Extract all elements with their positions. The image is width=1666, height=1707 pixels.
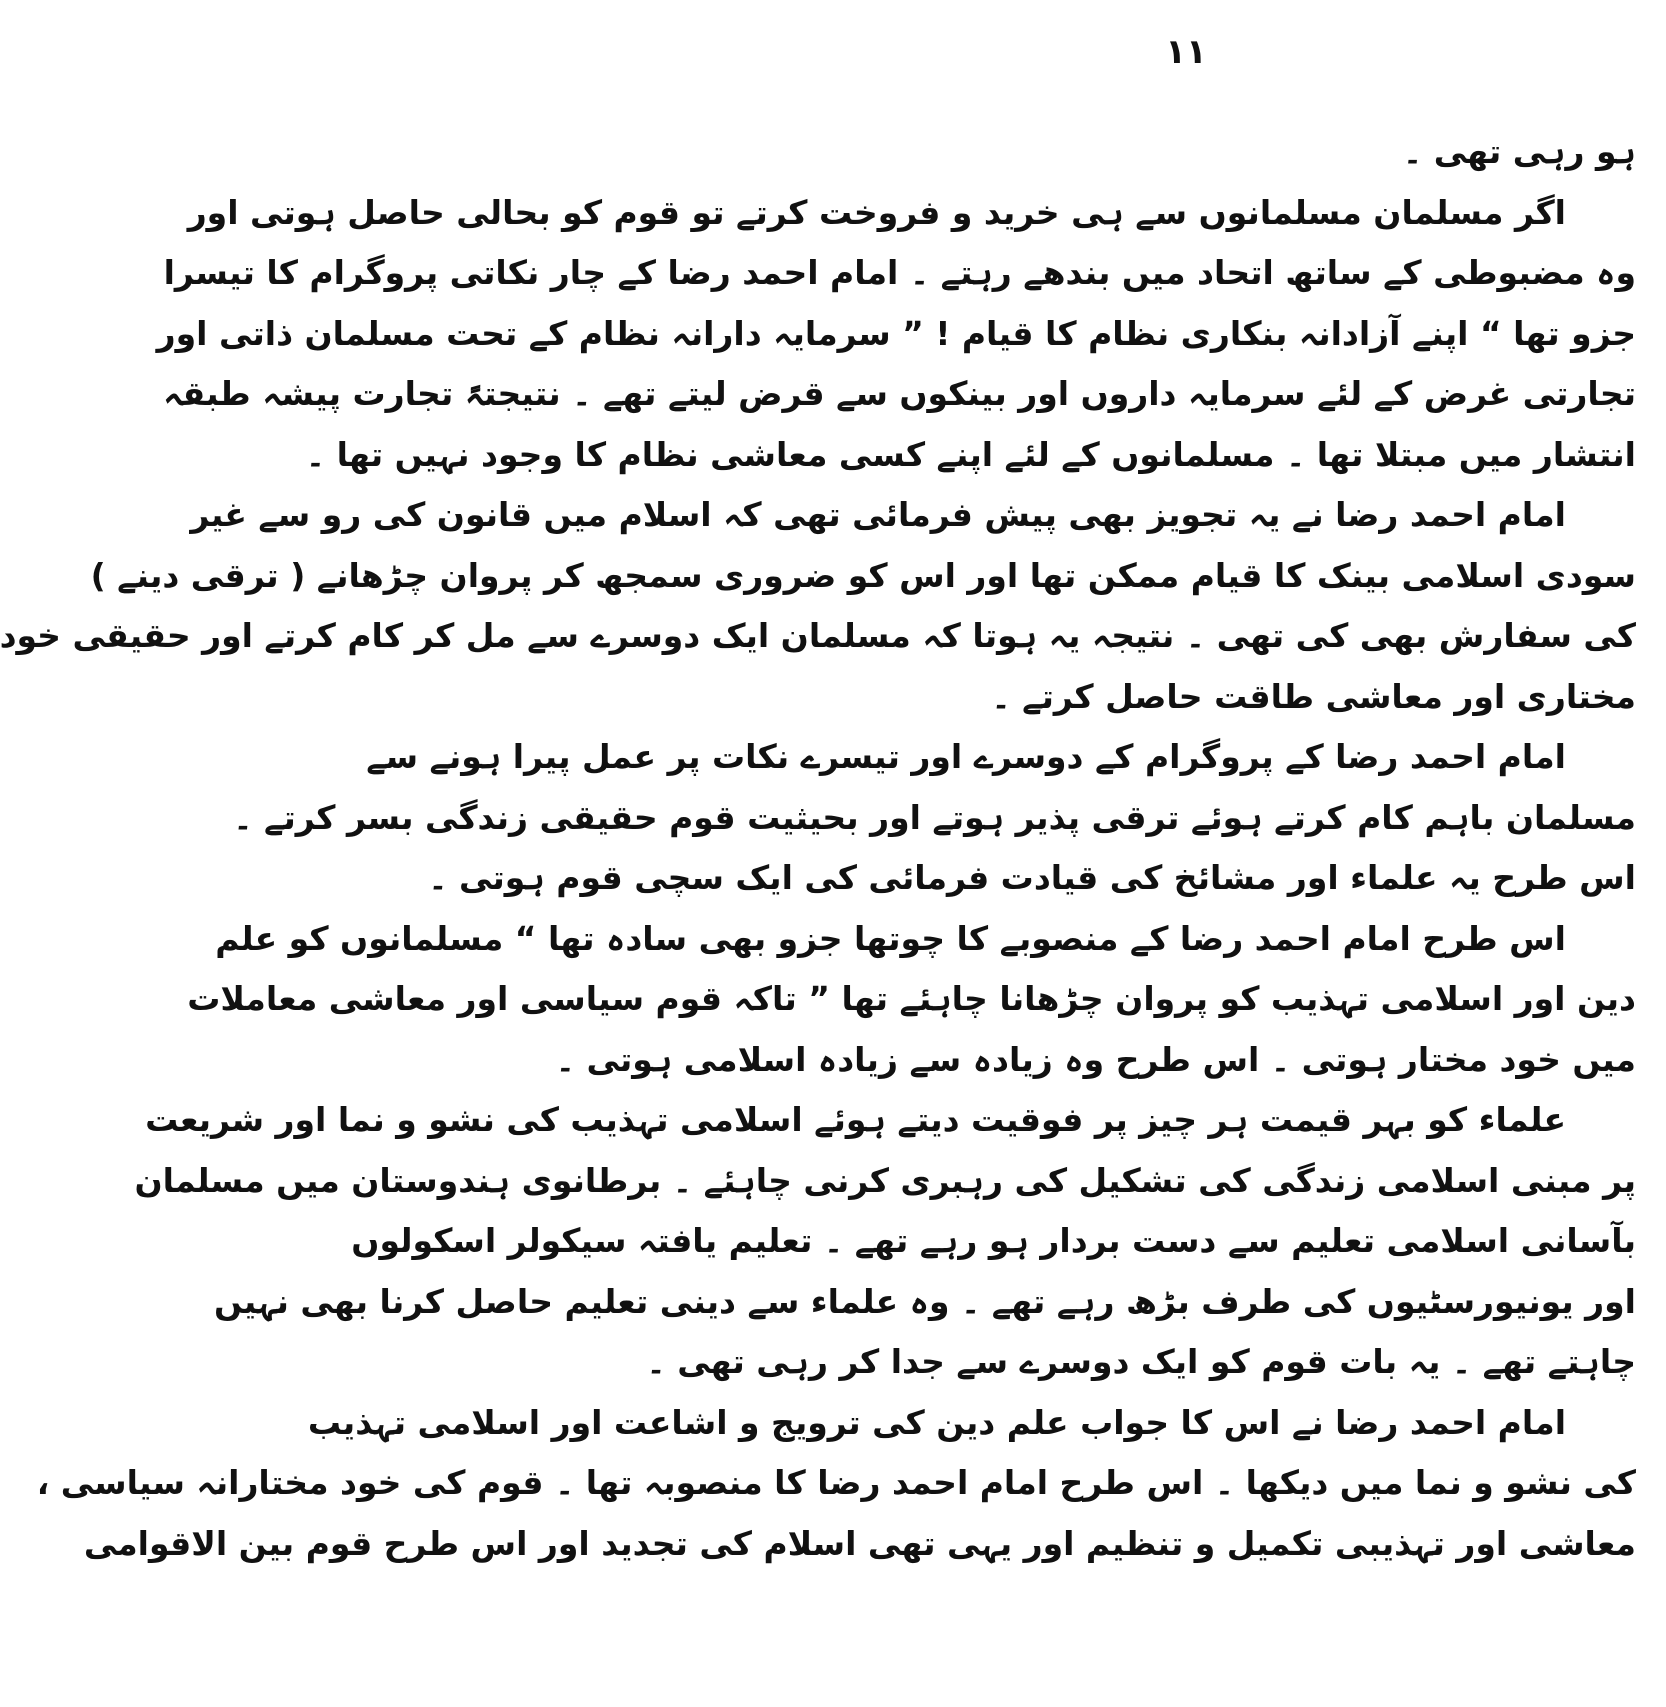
- text-line-19: بآسانی اسلامی تعلیم سے دست بردار ہو رہے تھے ۔ تعلیم یافتہ سیکولر اسکولوں: [351, 1221, 1636, 1260]
- text-line-22: امام احمد رضا نے اس کا جواب علم دین کی ترویج و اشاعت اور اسلامی تہذیب: [307, 1402, 1566, 1442]
- text-line-23: کی نشو و نما میں دیکھا ۔ اس طرح امام احمد رضا کا منصوبہ تھا ۔ قوم کی خود مختارانہ سیاسی ،: [36, 1463, 1636, 1502]
- text-line-4: جزو تھا “ اپنے آزادانہ بنکاری نظام کا قیام ! ” سرمایہ دارانہ نظام کے تحت مسلمان ذاتی اور: [156, 313, 1636, 353]
- text-line-9: کی سفارش بھی کی تھی ۔ نتیجہ یہ ہوتا کہ مسلمان ایک دوسرے سے مل کر کام کرتے اور حقیقی خود: [0, 616, 1636, 655]
- text-line-6: انتشار میں مبتلا تھا ۔ مسلمانوں کے لئے اپنے کسی معاشی نظام کا وجود نہیں تھا ۔: [305, 434, 1636, 474]
- body-text: [0, 122, 1636, 1574]
- page-number: ١١: [1165, 32, 1207, 72]
- text-line-21: چاہتے تھے ۔ یہ بات قوم کو ایک دوسرے سے جدا کر رہی تھی ۔: [646, 1342, 1636, 1381]
- text-line-3: وہ مضبوطی کے ساتھ اتحاد میں بندھے رہتے ۔ امام احمد رضا کے چار نکاتی پروگرام کا تیسرا: [163, 253, 1636, 292]
- text-line-10: مختاری اور معاشی طاقت حاصل کرتے ۔: [991, 676, 1636, 716]
- text-line-18: پر مبنی اسلامی زندگی کی تشکیل کی رہبری کرنی چاہئے ۔ برطانوی ہندوستان میں مسلمان: [134, 1160, 1636, 1200]
- text-line-1: ہو رہی تھی ۔: [1402, 132, 1636, 171]
- text-line-11: امام احمد رضا کے پروگرام کے دوسرے اور تیسرے نکات پر عمل پیرا ہونے سے: [366, 737, 1566, 776]
- text-line-24: معاشی اور تہذیبی تکمیل و تنظیم اور یہی تھی اسلام کی تجدید اور اس طرح قوم بین الاقوامی: [83, 1523, 1636, 1563]
- text-line-15: دین اور اسلامی تہذیب کو پروان چڑھانا چاہئے تھا ” تاکہ قوم سیاسی اور معاشی معاملات: [187, 979, 1636, 1018]
- text-line-7: امام احمد رضا نے یہ تجویز بھی پیش فرمائی تھی کہ اسلام میں قانون کی رو سے غیر: [190, 495, 1566, 534]
- text-line-12: مسلمان باہم کام کرتے ہوئے ترقی پذیر ہوتے اور بحیثیت قوم حقیقی زندگی بسر کرتے ۔: [233, 797, 1636, 837]
- text-line-5: تجارتی غرض کے لئے سرمایہ داروں اور بینکوں سے قرض لیتے تھے ۔ نتیجتہً تجارت پیشہ طبقہ: [163, 374, 1636, 413]
- text-line-13: اس طرح یہ علماء اور مشائخ کی قیادت فرمائی کی ایک سچی قوم ہوتی ۔: [428, 858, 1636, 897]
- text-line-20: اور یونیورسٹیوں کی طرف بڑھ رہے تھے ۔ وہ علماء سے دینی تعلیم حاصل کرنا بھی نہیں: [214, 1281, 1636, 1321]
- text-line-14: اس طرح امام احمد رضا کے منصوبے کا چوتھا جزو بھی سادہ تھا “ مسلمانوں کو علم: [215, 918, 1566, 958]
- text-line-16: میں خود مختار ہوتی ۔ اس طرح وہ زیادہ سے زیادہ اسلامی ہوتی ۔: [555, 1039, 1636, 1079]
- text-line-8: سودی اسلامی بینک کا قیام ممکن تھا اور اس کو ضروری سمجھ کر پروان چڑھانے ( ترقی دینے ): [90, 555, 1636, 595]
- text-line-2: اگر مسلمان مسلمانوں سے ہی خرید و فروخت کرتے تو قوم کو بحالی حاصل ہوتی اور: [187, 192, 1566, 232]
- text-line-17: علماء کو بہر قیمت ہر چیز پر فوقیت دیتے ہوئے اسلامی تہذیب کی نشو و نما اور شریعت: [145, 1100, 1566, 1139]
